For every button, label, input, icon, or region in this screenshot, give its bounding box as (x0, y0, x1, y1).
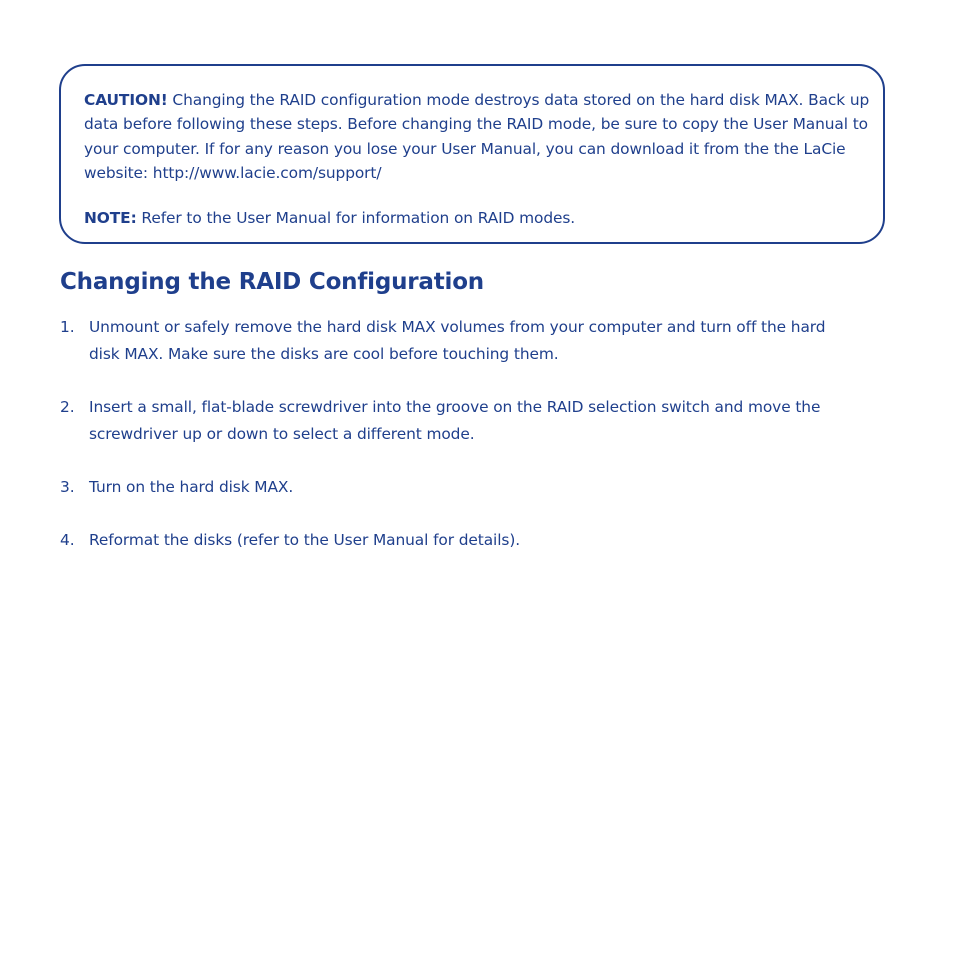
section-title: Changing the RAID Configuration (60, 269, 484, 295)
list-item (60, 314, 840, 368)
steps-list (60, 314, 840, 580)
caution-box (59, 64, 885, 244)
note-paragraph (84, 206, 874, 230)
step-text: Unmount or safely remove the hard disk MAX volumes from your computer and turn off the hard disk MAX. Make sure the disks are cool before touching them. (89, 318, 826, 363)
step-number: 1. (60, 318, 75, 336)
list-item (60, 394, 840, 448)
note-text: Refer to the User Manual for information on RAID modes. (136, 209, 576, 227)
step-number: 3. (60, 478, 75, 496)
step-text: Turn on the hard disk MAX. (89, 478, 294, 496)
list-item (60, 474, 840, 501)
step-text: Reformat the disks (refer to the User Manual for details). (89, 531, 521, 549)
step-number: 2. (60, 398, 75, 416)
note-label: NOTE: (84, 209, 137, 227)
step-text: Insert a small, flat-blade screwdriver into the groove on the RAID selection switch and move the screwdriver up or down to select a different mode. (89, 398, 821, 443)
list-item (60, 527, 840, 554)
caution-label: CAUTION! (84, 91, 168, 109)
step-number: 4. (60, 531, 75, 549)
caution-paragraph (84, 88, 874, 185)
caution-text: Changing the RAID configuration mode destroys data stored on the hard disk MAX. Back up data before following these steps. Before changing the RAID mode, be sure to copy the User Manual to your computer. If for any reason you lose your User Manual, you can download it from the the LaCie website: http://www.lacie.com/support/ (84, 91, 870, 182)
